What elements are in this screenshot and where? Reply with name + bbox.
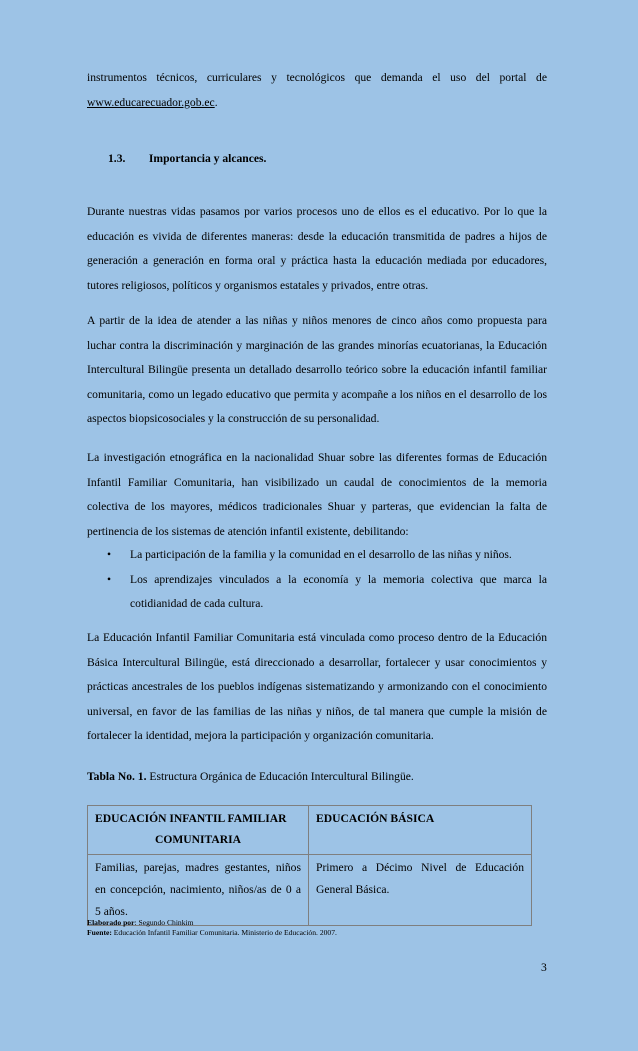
list-item-text: La participación de la familia y la comunidad en el desarrollo de las niñas y niños. [130, 548, 512, 561]
list-item [87, 568, 547, 617]
section-number: 1.3. [108, 152, 126, 165]
table-cell: Familias, parejas, madres gestantes, niños en concepción, nacimiento, niños/as de 0 a 5 años. [88, 855, 309, 926]
table-notes [87, 918, 337, 938]
bullet-list [87, 543, 547, 617]
header-col1-line1: EDUCACIÓN INFANTIL FAMILIAR [95, 812, 287, 825]
author-note [87, 918, 337, 928]
table-caption-text: Estructura Orgánica de Educación Intercultural Bilingüe. [146, 770, 414, 783]
table-header-row [88, 806, 532, 855]
table-row [88, 855, 532, 926]
intro-line: instrumentos técnicos, curriculares y tecnológicos que demanda el uso del portal de [87, 71, 547, 84]
table-header-cell [88, 806, 309, 855]
structure-table [87, 805, 532, 926]
section-heading [108, 152, 266, 165]
source-label: Fuente: [87, 928, 112, 937]
table-caption-label: Tabla No. 1. [87, 770, 147, 783]
header-col1-line2: COMUNITARIA [154, 833, 242, 846]
intro-tail: . [214, 95, 218, 109]
source-note [87, 928, 337, 938]
author-value: : Segundo Chinkim [134, 918, 194, 927]
paragraph-3: La investigación etnográfica en la nacionalidad Shuar sobre las diferentes formas de Educación Infantil Familiar Comunitaria, han visibilizado un caudal de conocimientos de la memoria colectiva de los mayores, médicos tradicionales Shuar y parteras, que evidencian la falta de pertinencia de los sistemas de atención infantil existente, debilitando: [87, 451, 547, 538]
source-value: Educación Infantil Familiar Comunitaria. Ministerio de Educación. 2007. [111, 928, 337, 937]
paragraph-2: A partir de la idea de atender a las niñas y niños menores de cinco años como propuesta para luchar contra la discriminación y marginación de las grandes minorías ecuatorianas, la Educación Intercultural Bilingüe presenta un detallado desarrollo teórico sobre la educación infantil familiar comunitaria, como un legado educativo que permita y acompañe a los niños en el desarrollo de los aspectos biopsicosociales y la construcción de su personalidad. [87, 314, 547, 425]
table-header-cell: EDUCACIÓN BÁSICA [309, 806, 532, 855]
paragraph-4: La Educación Infantil Familiar Comunitaria está vinculada como proceso dentro de la Educación Básica Intercultural Bilingüe, está direccionado a desarrollar, fortalecer y usar conocimientos y prácticas ancestrales de los pueblos indígenas sistematizando y armonizando con el conocimiento universal, en favor de las familias de las niñas y niños, de tal manera que cumple la misión de fortalecer la identidad, mejora la participación y organización comunitaria. [87, 631, 547, 742]
list-item [87, 543, 547, 568]
section-title: Importancia y alcances. [148, 152, 267, 165]
page-number: 3 [541, 961, 547, 974]
portal-link[interactable]: www.educarecuador.gob.ec [87, 95, 215, 109]
intro-paragraph [87, 66, 547, 115]
author-label: Elaborado por [87, 918, 135, 927]
paragraph-1: Durante nuestras vidas pasamos por varios procesos uno de ellos es el educativo. Por lo que la educación es vivida de diferentes maneras: desde la educación transmitida de padres a hijos de generación a generación en forma oral y práctica hasta la educación mediada por educadores, tutores religiosos, políticos y organismos estatales y privados, entre otras. [87, 205, 547, 292]
bullet-icon: • [107, 572, 112, 586]
table-caption [87, 770, 414, 783]
bullet-icon: • [107, 548, 112, 561]
table-cell: Primero a Décimo Nivel de Educación General Básica. [309, 855, 532, 926]
list-item-text: Los aprendizajes vinculados a la economía y la memoria colectiva que marca la cotidianidad de cada cultura. [130, 572, 547, 610]
